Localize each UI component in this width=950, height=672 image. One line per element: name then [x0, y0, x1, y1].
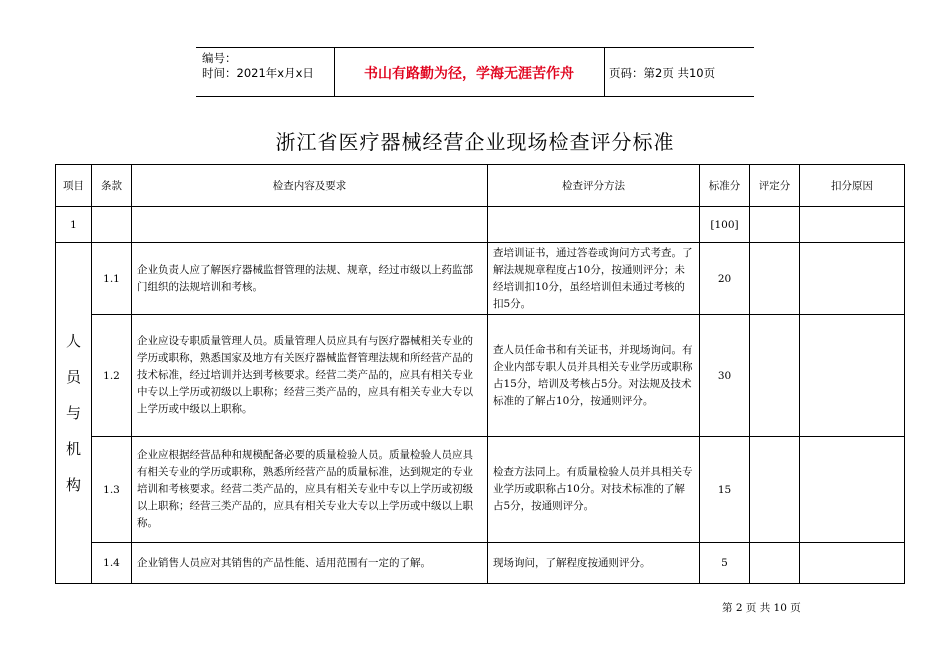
rating-cell: [750, 315, 800, 437]
column-header: 条款: [92, 165, 132, 207]
category-char: 人: [65, 332, 81, 350]
method-cell: 查人员任命书和有关证书，并现场询问。有企业内部专职人员并具相关专业学历或职称占15分，培训及考核占5分。对法规及技术标准的了解占10分，按通则评分。: [488, 315, 700, 437]
table-header-row: [56, 165, 905, 207]
deduction-reason-cell: [800, 437, 905, 543]
header-divider: [604, 48, 605, 96]
page-label: 页码：第2页 共10页: [609, 66, 716, 80]
column-header: 检查内容及要求: [132, 165, 488, 207]
rating-cell: [750, 243, 800, 315]
header-motto: 书山有路勤为径，学海无涯苦作舟: [364, 66, 574, 82]
table-row: [56, 243, 905, 315]
category-char: 与: [65, 404, 81, 422]
header-meta: [202, 51, 314, 81]
document-title: 浙江省医疗器械经营企业现场检查评分标准: [275, 130, 675, 154]
content-cell: 企业应根据经营品种和规模配备必要的质量检验人员。质量检验人员应具有相关专业的学历或职称，熟悉所经营产品的质量标准，达到规定的专业培训和考核要求。经营二类产品的，应具有相关专业中专以上学历或初级以上职称；经营三类产品的，应具有相关专业大专以上学历或中级以上职称。: [132, 437, 488, 543]
standard-score: 15: [700, 437, 750, 543]
deduction-reason-cell: [800, 207, 905, 243]
category-char: 员: [65, 368, 81, 386]
column-header: 检查评分方法: [488, 165, 700, 207]
table-row: [56, 437, 905, 543]
standard-score: 30: [700, 315, 750, 437]
clause-cell: [92, 207, 132, 243]
clause-cell: 1.1: [92, 243, 132, 315]
page-footer: 第 2 页 共 10 页: [722, 602, 801, 614]
rating-cell: [750, 437, 800, 543]
rating-cell: [750, 207, 800, 243]
method-cell: 查培训证书，通过答卷或询问方式考查。了解法规规章程度占10分，按通则评分；未经培训扣10分，虽经培训但未通过考核的扣5分。: [488, 243, 700, 315]
category-char: 构: [65, 476, 81, 494]
content-cell: 企业应设专职质量管理人员。质量管理人员应具有与医疗器械相关专业的学历或职称，熟悉国家及地方有关医疗器械监督管理法规和所经营产品的技术标准，经过培训并达到考核要求。经营二类产品的，应具有相关专业中专以上学历或初级以上职称；经营三类产品的，应具有相关专业大专以上学历或中级以上职称。: [132, 315, 488, 437]
table-row: [56, 207, 905, 243]
number-label: 编号：: [202, 51, 237, 65]
deduction-reason-cell: [800, 243, 905, 315]
column-header: 标准分: [700, 165, 750, 207]
time-label: 时间：2021年x月x日: [202, 66, 314, 80]
content-cell: [132, 207, 488, 243]
table-row: [56, 315, 905, 437]
standard-score: 20: [700, 243, 750, 315]
category-char: 机: [65, 440, 81, 458]
content-cell: 企业销售人员应对其销售的产品性能、适用范围有一定的了解。: [132, 543, 488, 584]
method-cell: 现场询问，了解程度按通则评分。: [488, 543, 700, 584]
category-cell: [56, 243, 92, 584]
standard-score: 5: [700, 543, 750, 584]
standard-score: [100]: [700, 207, 750, 243]
clause-cell: 1.4: [92, 543, 132, 584]
clause-cell: 1.3: [92, 437, 132, 543]
column-header: 项目: [56, 165, 92, 207]
content-cell: 企业负责人应了解医疗器械监督管理的法规、规章，经过市级以上药监部门组织的法规培训和考核。: [132, 243, 488, 315]
method-cell: 检查方法同上。有质量检验人员并具相关专业学历或职称占10分。对技术标准的了解占5分，按通则评分。: [488, 437, 700, 543]
clause-cell: 1.2: [92, 315, 132, 437]
item-number: 1: [56, 207, 92, 243]
column-header: 扣分原因: [800, 165, 905, 207]
deduction-reason-cell: [800, 543, 905, 584]
column-header: 评定分: [750, 165, 800, 207]
scoring-table: [55, 164, 905, 584]
method-cell: [488, 207, 700, 243]
rating-cell: [750, 543, 800, 584]
page-header: [196, 47, 754, 97]
deduction-reason-cell: [800, 315, 905, 437]
table-row: [56, 543, 905, 584]
